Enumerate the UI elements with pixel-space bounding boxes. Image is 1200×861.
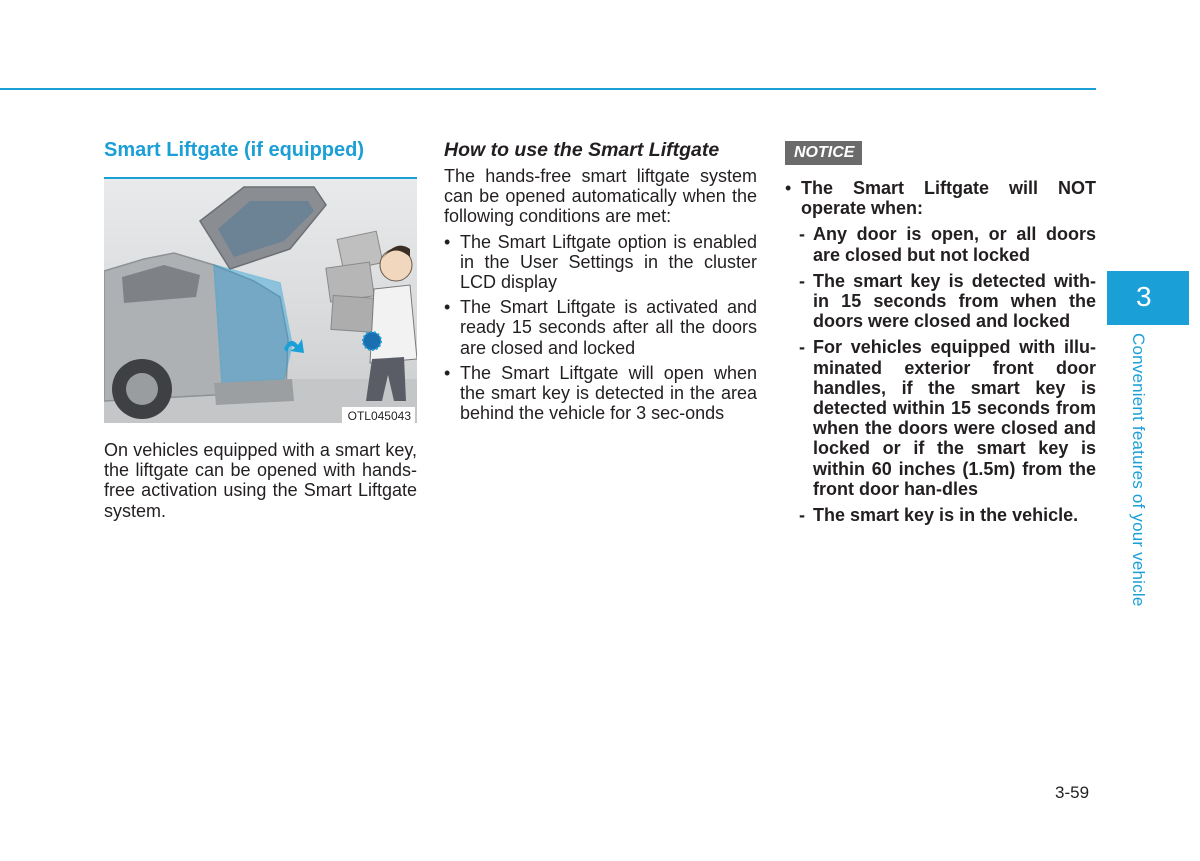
notice-item-text: Any door is open, or all doors are closed but not locked bbox=[813, 224, 1096, 265]
section-title: Smart Liftgate (if equipped) bbox=[104, 139, 364, 161]
notice-item: - For vehicles equipped with illu-minated exterior front door handles, if the smart key is detected within 15 seconds from when the doors were closed and locked or if the smart key is within 60 inches (1.5m) from the front door han-dles bbox=[799, 337, 1096, 499]
notice-badge: NOTICE bbox=[785, 141, 862, 165]
wheel-rim bbox=[126, 373, 158, 405]
notice-item: - The smart key is in the vehicle. bbox=[799, 505, 1079, 526]
cargo-area-highlight bbox=[214, 265, 292, 383]
column-left bbox=[104, 138, 417, 521]
chapter-tab bbox=[1107, 271, 1189, 325]
notice-item-text: The smart key is detected with-in 15 seconds from when the doors were closed and locked bbox=[813, 270, 1096, 332]
header-rule bbox=[0, 88, 1096, 90]
rear-bumper bbox=[214, 379, 294, 405]
car-liftgate-figure bbox=[104, 179, 417, 423]
liftgate-illustration bbox=[104, 177, 417, 423]
notice-item-text: The smart key is in the vehicle. bbox=[813, 505, 1079, 526]
notice-item-text: For vehicles equipped with illu-minated exterior front door handles, if the smart key is detected within 15 seconds from when the doors were closed and locked or if the smart key is within 60 inches (1.5m) from the front door han-dles bbox=[813, 337, 1096, 499]
chapter-number: 3 bbox=[1136, 281, 1152, 312]
notice-item: - Any door is open, or all doors are closed but not locked bbox=[799, 224, 1096, 265]
list-item: • The Smart Liftgate is activated and ready 15 seconds after all the doors are closed and locked bbox=[444, 297, 757, 358]
figure-code: OTL045043 bbox=[342, 407, 415, 423]
smart-key-icon bbox=[363, 332, 381, 350]
notice-main: • The Smart Liftgate will NOT operate when: bbox=[785, 178, 1096, 218]
list-item: • The Smart Liftgate will open when the smart key is detected in the area behind the vehicle for 3 sec-onds bbox=[444, 363, 757, 424]
person-shirt bbox=[370, 285, 417, 363]
column-right bbox=[785, 138, 1096, 525]
intro-paragraph: On vehicles equipped with a smart key, the liftgate can be opened with hands-free activation using the Smart Liftgate system. bbox=[104, 440, 417, 521]
list-item: • The Smart Liftgate option is enabled in the User Settings in the cluster LCD display bbox=[444, 232, 757, 293]
page-number: 3-59 bbox=[1055, 783, 1090, 802]
how-to-paragraph: The hands-free smart liftgate system can be opened automatically when the following conditions are met: bbox=[444, 166, 757, 227]
how-to-title: How to use the Smart Liftgate bbox=[444, 139, 720, 161]
conditions-list bbox=[444, 232, 757, 424]
column-middle bbox=[444, 138, 757, 428]
notice-item: - The smart key is detected with-in 15 seconds from when the doors were closed and locked bbox=[799, 270, 1096, 332]
chapter-title: Convenient features of your vehicle bbox=[1129, 333, 1148, 607]
